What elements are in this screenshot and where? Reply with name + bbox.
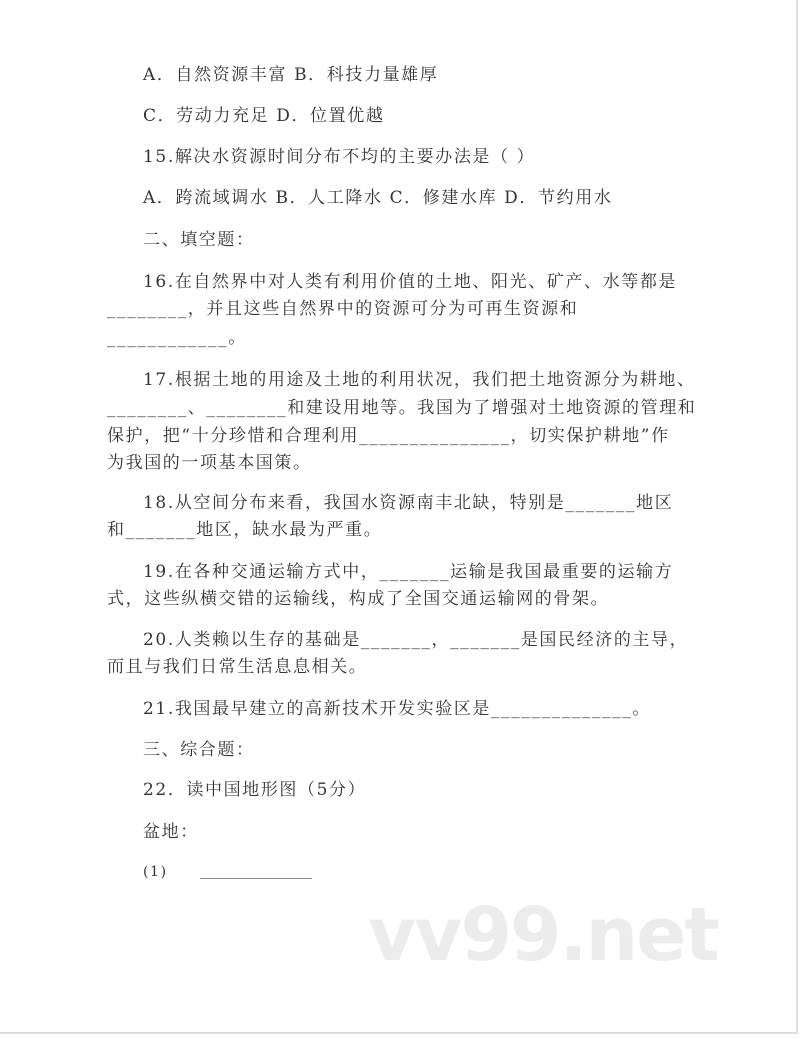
question-22: 22．读中国地形图（5分） bbox=[143, 780, 367, 800]
question-18-cont: 和_______地区，缺水最为严重。 bbox=[107, 520, 383, 540]
question-18: 18.从空间分布来看，我国水资源南丰北缺，特别是_______地区 bbox=[143, 493, 674, 513]
question-21: 21.我国最早建立的高新技术开发实验区是______________。 bbox=[143, 699, 652, 719]
question-20: 20.人类赖以生存的基础是_______，_______是国民经济的主导， bbox=[143, 630, 689, 650]
q14-options-line1: A．自然资源丰富 B．科技力量雄厚 bbox=[143, 65, 439, 85]
question-16-cont2: ____________。 bbox=[107, 328, 247, 348]
question-19-cont: 式，这些纵横交错的运输线，构成了全国交通运输网的骨架。 bbox=[107, 589, 610, 609]
section-comprehensive-heading: 三、综合题： bbox=[143, 740, 255, 760]
watermark: vv99.net bbox=[368, 892, 718, 978]
question-17-cont2: 保护，把“十分珍惜和合理利用_______________，切实保护耕地”作 bbox=[107, 426, 670, 446]
question-19: 19.在各种交通运输方式中，_______运输是我国最重要的运输方 bbox=[143, 562, 674, 582]
question-15: 15.解决水资源时间分布不均的主要办法是（ ） bbox=[143, 147, 536, 167]
question-17-cont3: 为我国的一项基本国策。 bbox=[107, 453, 312, 473]
question-20-cont: 而且与我们日常生活息息相关。 bbox=[107, 657, 368, 677]
item-1-label: (1) bbox=[143, 864, 168, 880]
question-17: 17.根据土地的用途及土地的利用状况，我们把土地资源分为耕地、 bbox=[143, 370, 696, 390]
section-fill-in-heading: 二、填空题： bbox=[143, 230, 255, 250]
q14-options-line2: C．劳动力充足 D．位置优越 bbox=[143, 106, 385, 126]
question-16: 16.在自然界中对人类有利用价值的土地、阳光、矿产、水等都是 bbox=[143, 272, 678, 292]
answer-blank bbox=[200, 878, 312, 879]
basin-label: 盆地： bbox=[143, 822, 199, 842]
q15-options: A．跨流域调水 B．人工降水 C．修建水库 D．节约用水 bbox=[143, 188, 613, 208]
question-16-cont: ________，并且这些自然界中的资源可分为可再生资源和 bbox=[107, 299, 579, 319]
question-17-cont: ________、________和建设用地等。我国为了增强对土地资源的管理和 bbox=[107, 398, 697, 418]
